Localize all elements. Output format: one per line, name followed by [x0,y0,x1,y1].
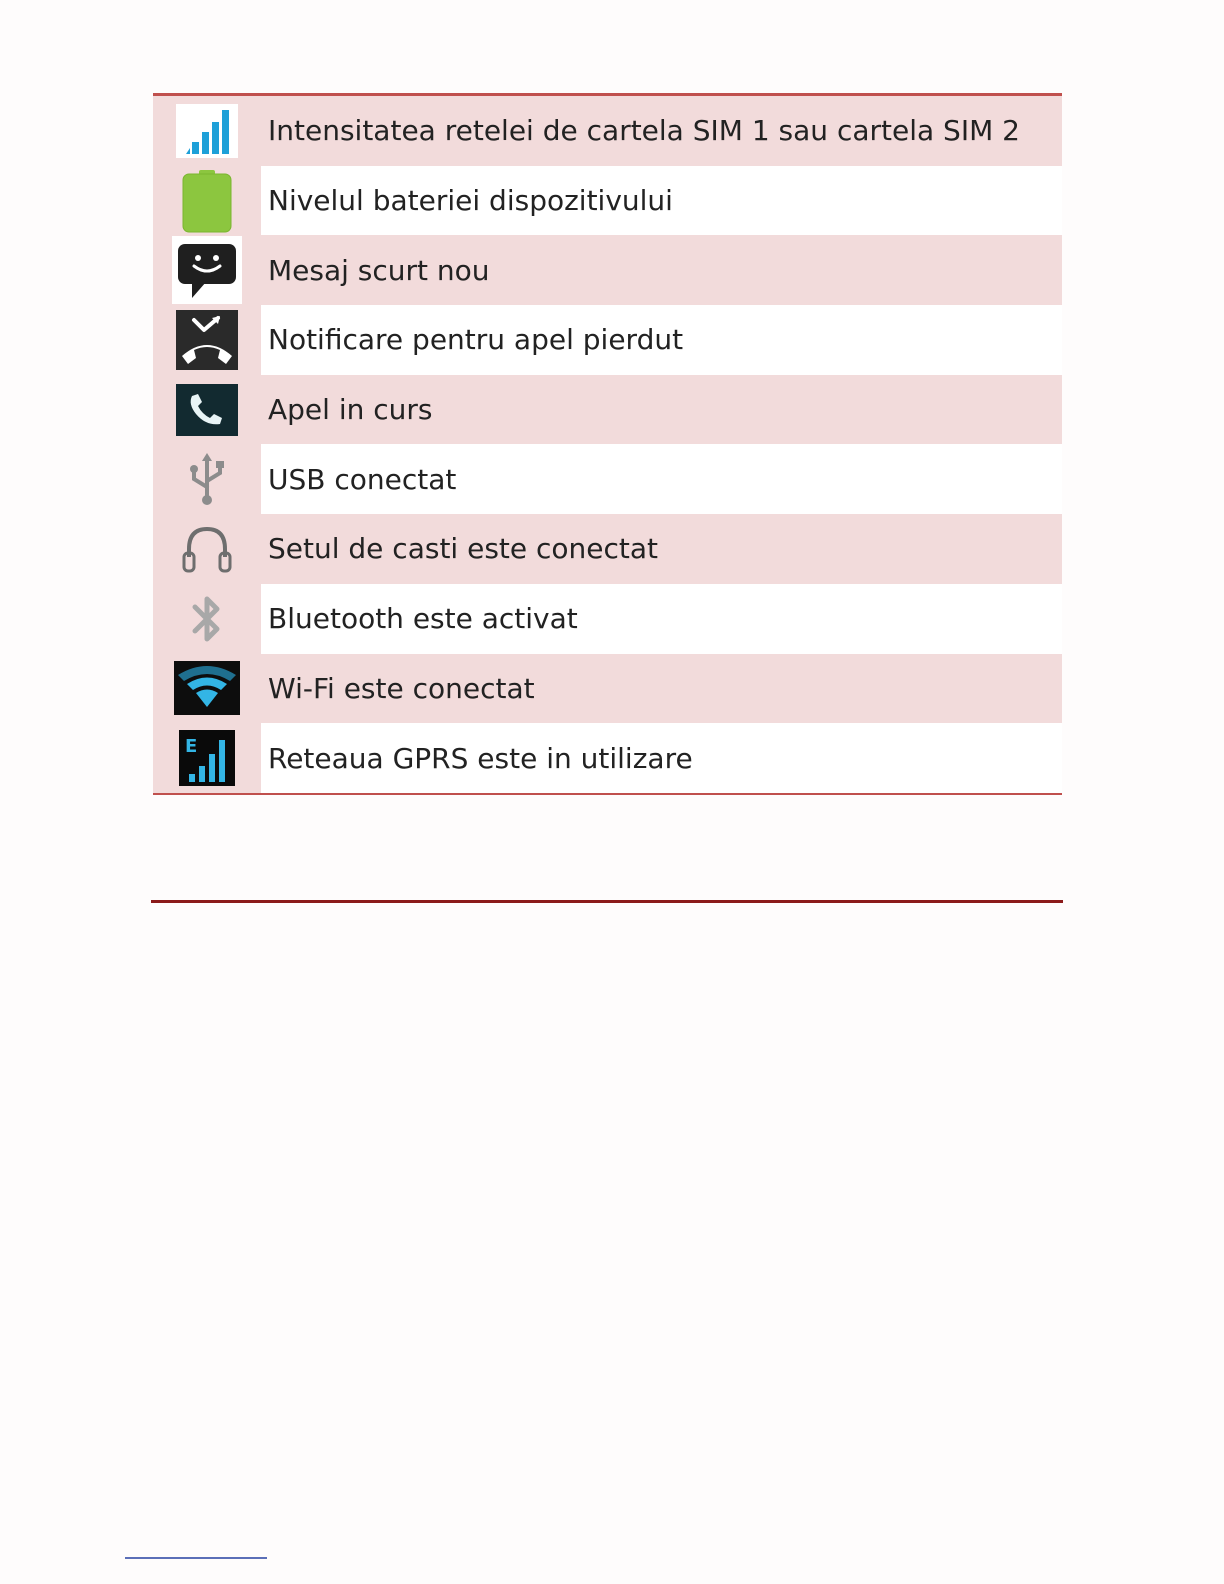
usb-icon [182,451,232,507]
row-label: Apel in curs [261,375,1062,445]
status-icons-table [153,93,1062,795]
battery-icon [180,169,234,233]
call-in-progress-icon [176,384,238,436]
row-label: Notificare pentru apel pierdut [261,305,1062,375]
icon-cell [153,166,261,236]
row-label: Wi-Fi este conectat [261,654,1062,724]
svg-text:E: E [185,736,198,758]
icon-cell [153,305,261,375]
page-divider [151,900,1063,903]
row-label: Mesaj scurt nou [261,235,1062,305]
gprs-edge-icon [179,730,235,786]
icon-cell [153,654,261,724]
icon-cell [153,723,261,793]
icon-cell [153,584,261,654]
table-row [153,235,1062,305]
bluetooth-icon [187,591,227,647]
icon-cell [153,375,261,445]
row-label: Reteaua GPRS este in utilizare [261,723,1062,793]
table-row [153,444,1062,514]
table-row [153,375,1062,445]
row-label: Intensitatea retelei de cartela SIM 1 sau cartela SIM 2 [261,96,1062,166]
table-row [153,584,1062,654]
row-label: Bluetooth este activat [261,584,1062,654]
row-label: Setul de casti este conectat [261,514,1062,584]
row-label: Nivelul bateriei dispozitivului [261,166,1062,236]
icon-cell [153,96,261,166]
table-row [153,723,1062,793]
icon-cell [153,444,261,514]
wifi-icon [174,661,240,715]
icon-cell [153,235,261,305]
signal-strength-icon [176,104,238,158]
new-message-icon [172,236,242,304]
table-row [153,166,1062,236]
footnote-separator [125,1557,267,1559]
row-label: USB conectat [261,444,1062,514]
table-row [153,96,1062,166]
table-row [153,654,1062,724]
missed-call-icon [176,310,238,370]
table-row [153,514,1062,584]
icon-cell [153,514,261,584]
headset-icon [181,523,233,575]
table-row [153,305,1062,375]
